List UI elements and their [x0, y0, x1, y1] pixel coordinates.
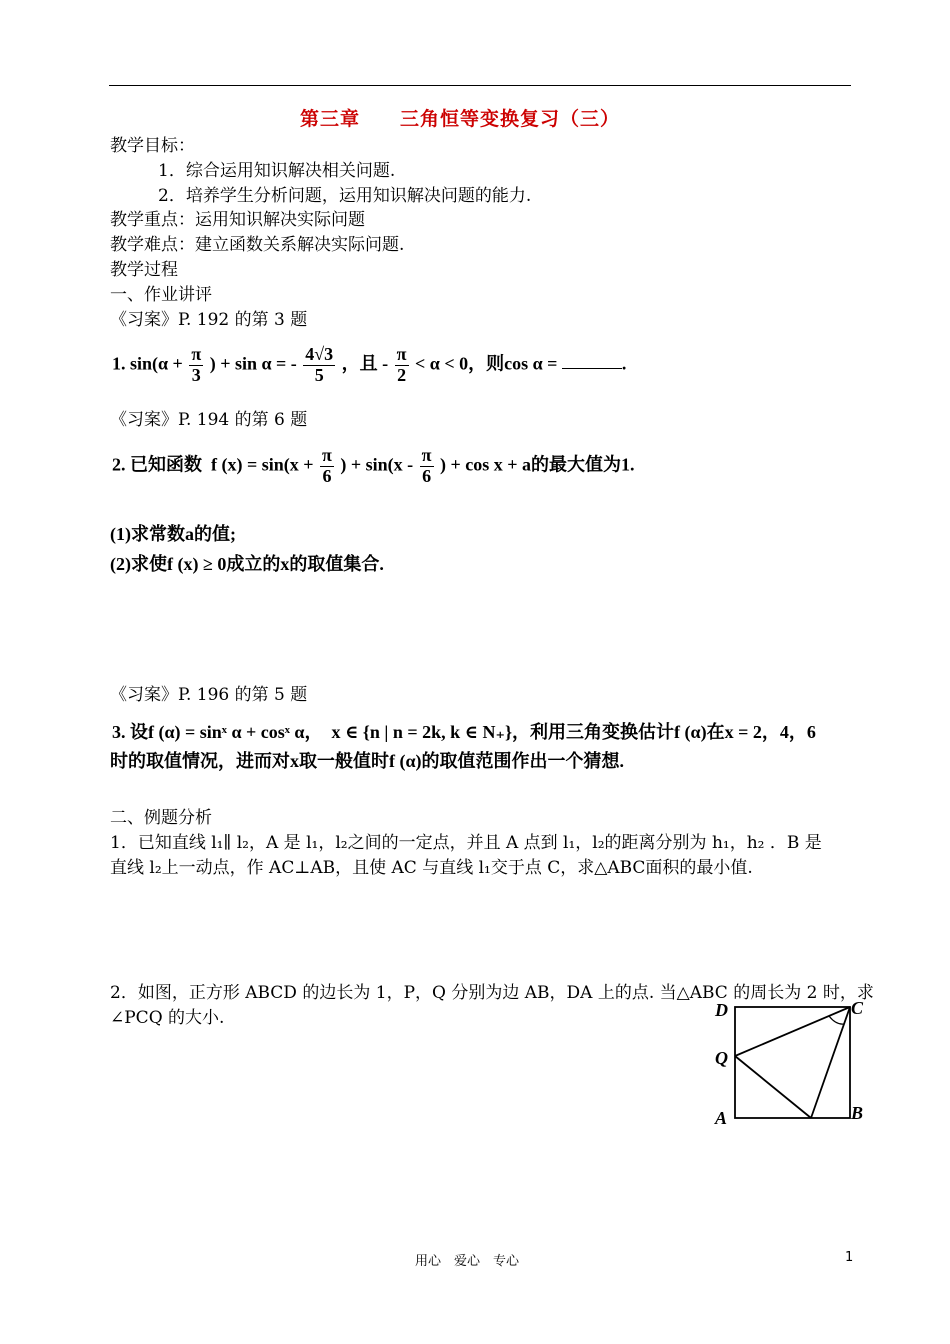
label-d: D — [715, 1000, 728, 1020]
problem-3-line-2: 时的取值情况，进而对x取一般值时f (α)的取值范围作出一个猜想. — [110, 751, 625, 771]
problem-1-frac-3 — [395, 345, 409, 386]
objectives-label: 教学目标： — [110, 136, 195, 156]
answer-blank — [562, 354, 622, 369]
section-2-heading: 二、例题分析 — [110, 808, 212, 828]
square-abcd — [735, 1007, 850, 1118]
header-rule — [109, 85, 851, 86]
problem-2-f-c: ) + cos x + a的最大值为1. — [440, 454, 635, 475]
objective-2: 2．培养学生分析问题，运用知识解决问题的能力. — [158, 186, 532, 206]
example-1-line-2: 直线 l₂上一动点，作 AC⊥AB，且使 AC 与直线 l₁交于点 C，求△ABC面积的最小值. — [110, 858, 753, 878]
frac-denominator: 6 — [322, 465, 332, 486]
difficulty: 教学难点：建立函数关系解决实际问题. — [110, 235, 405, 255]
segment-cp — [811, 1007, 850, 1118]
reference-3: 《习案》P. 196 的第 5 题 — [110, 685, 308, 705]
problem-2 — [112, 446, 635, 487]
problem-1-condition: < α < 0，则cos α = — [415, 353, 558, 374]
problem-2-f-a: f (x) = sin(x + — [211, 454, 314, 475]
frac-numerator: π — [421, 445, 432, 465]
example-2-line-2: ∠PCQ 的大小. — [110, 1008, 225, 1028]
problem-2-frac-2 — [420, 446, 434, 487]
problem-1-lhs-a: sin(α + — [130, 353, 183, 374]
frac-numerator: 4√3 — [305, 344, 334, 364]
frac-numerator: π — [396, 344, 407, 364]
objective-1: 1．综合运用知识解决相关问题. — [158, 161, 396, 181]
footer-motto: 用心 爱心 专心 — [415, 1254, 520, 1269]
problem-3-line-1: 3. 设f (α) = sinˣ α + cosˣ α， x ∈ {n | n = 2k, k ∈ N₊}，利用三角变换估计f (α)在x = 2，4，6 — [112, 722, 816, 742]
process-label: 教学过程 — [110, 260, 178, 280]
problem-1-frac-1 — [189, 345, 203, 386]
segment-qp — [735, 1056, 811, 1118]
page-title: 第三章 三角恒等变换复习（三） — [300, 108, 621, 130]
problem-2-f-b: ) + sin(x - — [340, 454, 414, 475]
problem-1-mid: ，且 - — [341, 353, 389, 374]
example-2-line-1: 2．如图，正方形 ABCD 的边长为 1，P，Q 分别为边 AB，DA 上的点. 当△ABC 的周长为 2 时，求 — [110, 983, 874, 1003]
frac-numerator: π — [191, 344, 202, 364]
reference-2: 《习案》P. 194 的第 6 题 — [110, 410, 308, 430]
problem-1-end: . — [621, 353, 627, 374]
problem-1 — [112, 345, 626, 386]
problem-1-number: 1. — [112, 353, 126, 374]
label-c: C — [851, 998, 864, 1018]
label-q: Q — [715, 1048, 728, 1068]
segment-cq — [735, 1007, 850, 1056]
example-1-line-1: 1．已知直线 l₁∥ l₂，A 是 l₁，l₂之间的一定点，并且 A 点到 l₁，l₂的距离分别为 h₁，h₂ ．B 是 — [110, 833, 822, 853]
problem-2-question-2: (2)求使f (x) ≥ 0成立的x的取值集合. — [110, 554, 384, 574]
problem-2-question-1: (1)求常数a的值; — [110, 524, 236, 544]
angle-pcq-arc — [829, 1016, 844, 1024]
problem-1-frac-2 — [303, 345, 335, 386]
label-b: B — [851, 1103, 864, 1123]
frac-denominator: 3 — [191, 364, 201, 385]
section-1-heading: 一、作业讲评 — [110, 285, 212, 305]
problem-2-frac-1 — [320, 446, 334, 487]
reference-1: 《习案》P. 192 的第 3 题 — [110, 310, 308, 330]
label-a: A — [715, 1108, 728, 1128]
page-number: 1 — [845, 1250, 854, 1265]
square-figure — [705, 995, 875, 1130]
frac-denominator: 2 — [397, 364, 407, 385]
frac-denominator: 5 — [314, 364, 324, 385]
frac-denominator: 6 — [422, 465, 432, 486]
key-point: 教学重点：运用知识解决实际问题 — [110, 210, 365, 230]
problem-2-lead: 2. 已知函数 — [112, 454, 202, 475]
problem-1-lhs-b: ) + sin α = - — [209, 353, 297, 374]
frac-numerator: π — [322, 445, 332, 465]
